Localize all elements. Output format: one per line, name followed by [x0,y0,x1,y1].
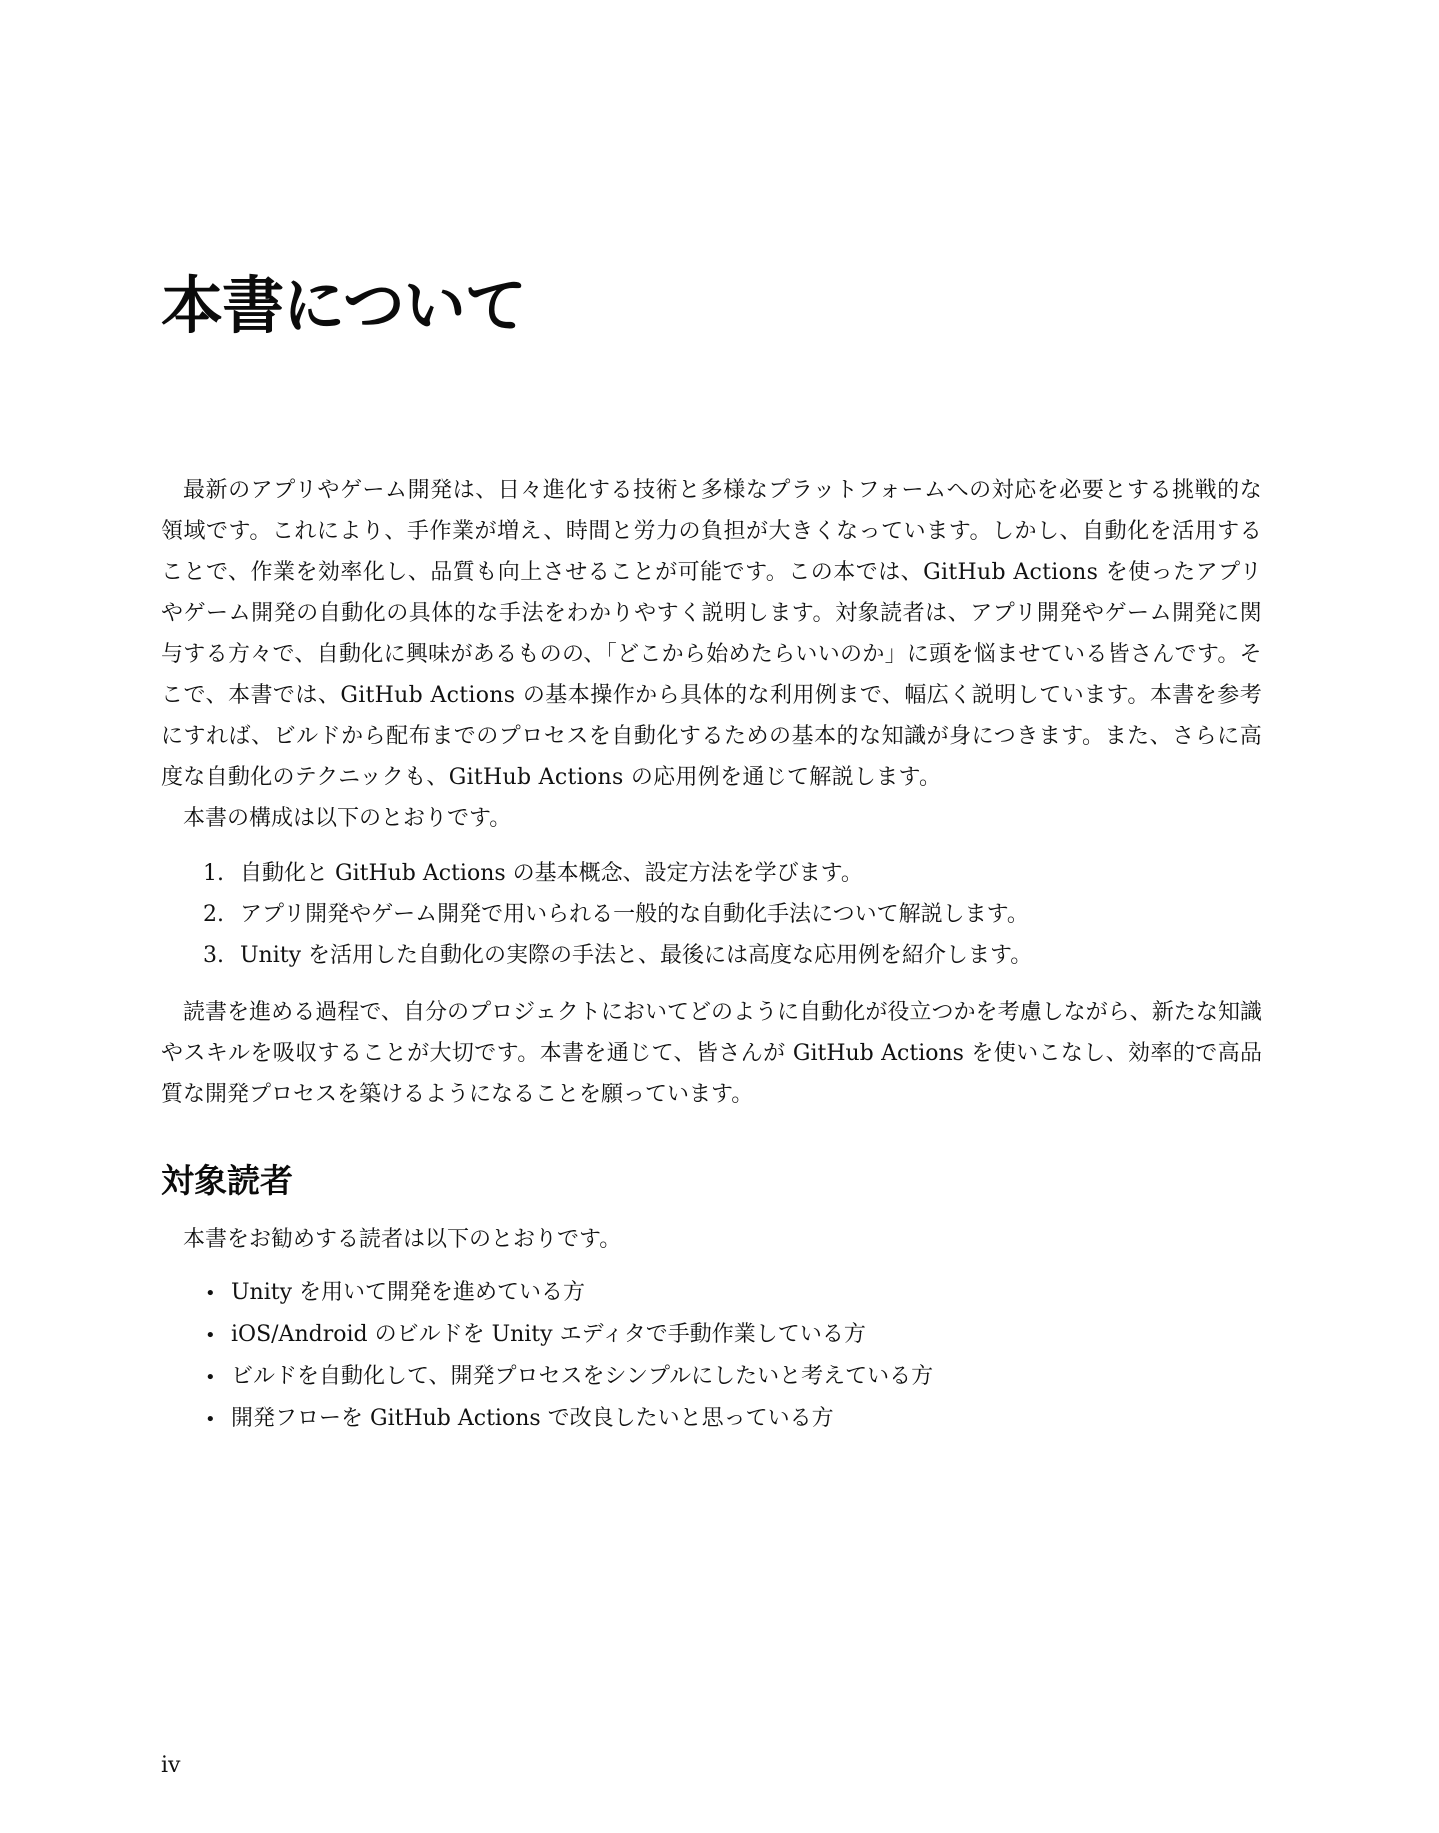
bullet-icon: • [205,1366,216,1388]
bullet-icon: • [205,1282,216,1304]
list-text: 自動化と GitHub Actions の基本概念、設定方法を学びます。 [240,861,863,886]
bullet-icon: • [205,1408,216,1430]
list-item [205,1398,1262,1440]
list-item [203,853,1262,894]
list-item [205,1314,1262,1356]
list-text: Unity を活用した自動化の実際の手法と、最後には高度な応用例を紹介します。 [240,943,1033,968]
target-readers-list [161,1272,1262,1440]
list-number: 2. [203,902,224,927]
list-text: iOS/Android のビルドを Unity エディタで手動作業している方 [231,1321,866,1347]
target-readers-lead: 本書をお勧めする読者は以下のとおりです。 [183,1226,622,1252]
list-text: ビルドを自動化して、開発プロセスをシンプルにしたいと考えている方 [231,1363,934,1389]
list-number: 1. [203,861,224,886]
list-item [205,1272,1262,1314]
intro-paragraph: 最新のアプリやゲーム開発は、日々進化する技術と多様なプラットフォームへの対応を必要とする挑戦的な領域です。これにより、手作業が増え、時間と労力の負担が大きくなっています。しかし、自動化を活用することで、作業を効率化し、品質も向上させることが可能です。この本では、GitHub Actions を使ったアプリやゲーム開発の自動化の具体的な手法をわかりやすく説明します。対象読者は、アプリ開発やゲーム開発に関与する方々で、自動化に興味があるものの、「どこから始めたらいいのか」に頭を悩ませている皆さんです。そこで、本書では、GitHub Actions の基本操作から具体的な利用例まで、幅広く説明しています。本書を参考にすれば、ビルドから配布までのプロセスを自動化するための基本的な知識が身につきます。また、さらに高度な自動化のテクニックも、GitHub Actions の応用例を通じて解説します。 [161,478,1262,790]
list-text: Unity を用いて開発を進めている方 [231,1279,586,1305]
list-item [203,894,1262,935]
list-text: 開発フローを GitHub Actions で改良したいと思っている方 [231,1405,834,1431]
main-content [161,470,1262,1440]
list-item [205,1356,1262,1398]
list-item [203,935,1262,976]
closing-paragraph: 読書を進める過程で、自分のプロジェクトにおいてどのように自動化が役立つかを考慮しながら、新たな知識やスキルを吸収することが大切です。本書を通じて、皆さんが GitHub Actions を使いこなし、効率的で高品質な開発プロセスを築けるようになることを願っています。 [161,1000,1262,1107]
structure-list [161,853,1262,976]
page-title: 本書について [161,269,526,342]
list-number: 3. [203,943,224,968]
bullet-icon: • [205,1324,216,1346]
page-number: iv [161,1753,181,1778]
section-heading-target-readers: 対象読者 [161,1161,293,1200]
structure-lead: 本書の構成は以下のとおりです。 [183,806,512,831]
list-text: アプリ開発やゲーム開発で用いられる一般的な自動化手法について解説します。 [240,902,1029,927]
